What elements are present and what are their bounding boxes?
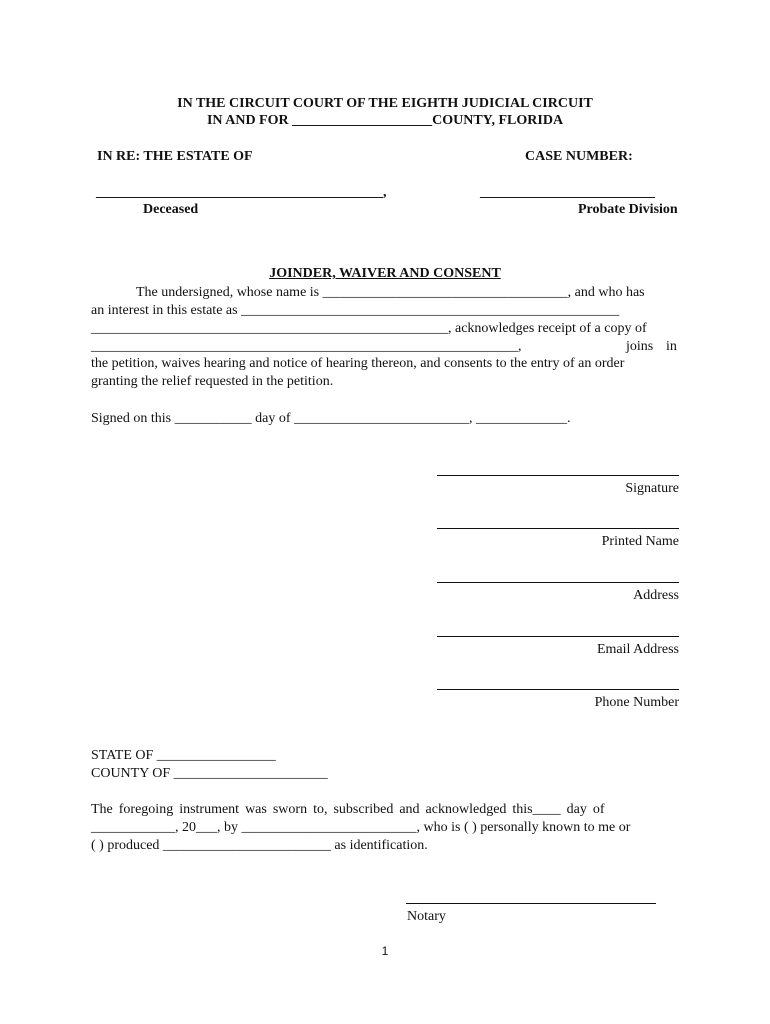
phone-label: Phone Number [594, 695, 679, 710]
address-label: Address [633, 588, 679, 603]
in-re-estate-label: IN RE: THE ESTATE OF [97, 149, 253, 164]
state-of-line: STATE OF _________________ [91, 748, 276, 763]
body-line-3: ___________________________________________________, acknowledges receipt of a copy of [91, 321, 647, 336]
deceased-label: Deceased [143, 202, 199, 217]
court-heading-line-2: IN AND FOR ____________________COUNTY, FLORIDA [206, 113, 564, 128]
case-number-label: CASE NUMBER: [525, 149, 633, 164]
document-title: JOINDER, WAIVER AND CONSENT [269, 266, 501, 281]
case-number-blank: _________________________ [480, 185, 655, 200]
body-line-2: an interest in this estate as ______________________________________________________ [91, 303, 620, 318]
sworn-line-1: The foregoing instrument was sworn to, subscribed and acknowledged this____ day of [91, 802, 605, 817]
body-line-4: _____________________________________________________________, [91, 339, 522, 354]
body-line-6: granting the relief requested in the petition. [91, 374, 334, 389]
body-line-4-in: in [666, 339, 677, 354]
notary-signature-line [406, 903, 656, 904]
body-line-4-joins: joins [626, 339, 654, 354]
phone-line [437, 689, 679, 690]
page-number: 1 [381, 944, 389, 958]
email-label: Email Address [596, 642, 679, 657]
county-of-line: COUNTY OF ______________________ [91, 766, 328, 781]
email-line [437, 636, 679, 637]
sworn-line-3: ( ) produced ________________________ as identification. [91, 838, 428, 853]
probate-division-label: Probate Division [578, 202, 678, 217]
address-line [437, 582, 679, 583]
body-line-1: The undersigned, whose name is ___________________________________, and who has [136, 285, 645, 300]
court-heading-line-1: IN THE CIRCUIT COURT OF THE EIGHTH JUDICIAL CIRCUIT [177, 96, 593, 111]
body-line-5: the petition, waives hearing and notice of hearing thereon, and consents to the entry of an order [91, 356, 625, 371]
notary-label: Notary [407, 909, 446, 924]
signed-on-line: Signed on this ___________ day of _________________________, _____________. [91, 411, 571, 426]
printed-name-line [437, 528, 679, 529]
sworn-line-2: ____________, 20___, by _________________________, who is ( ) personally known to me or [91, 820, 631, 835]
signature-line [437, 475, 679, 476]
signature-label: Signature [625, 481, 679, 496]
printed-name-label: Printed Name [601, 534, 679, 549]
deceased-name-blank: _________________________________________, [96, 185, 387, 200]
